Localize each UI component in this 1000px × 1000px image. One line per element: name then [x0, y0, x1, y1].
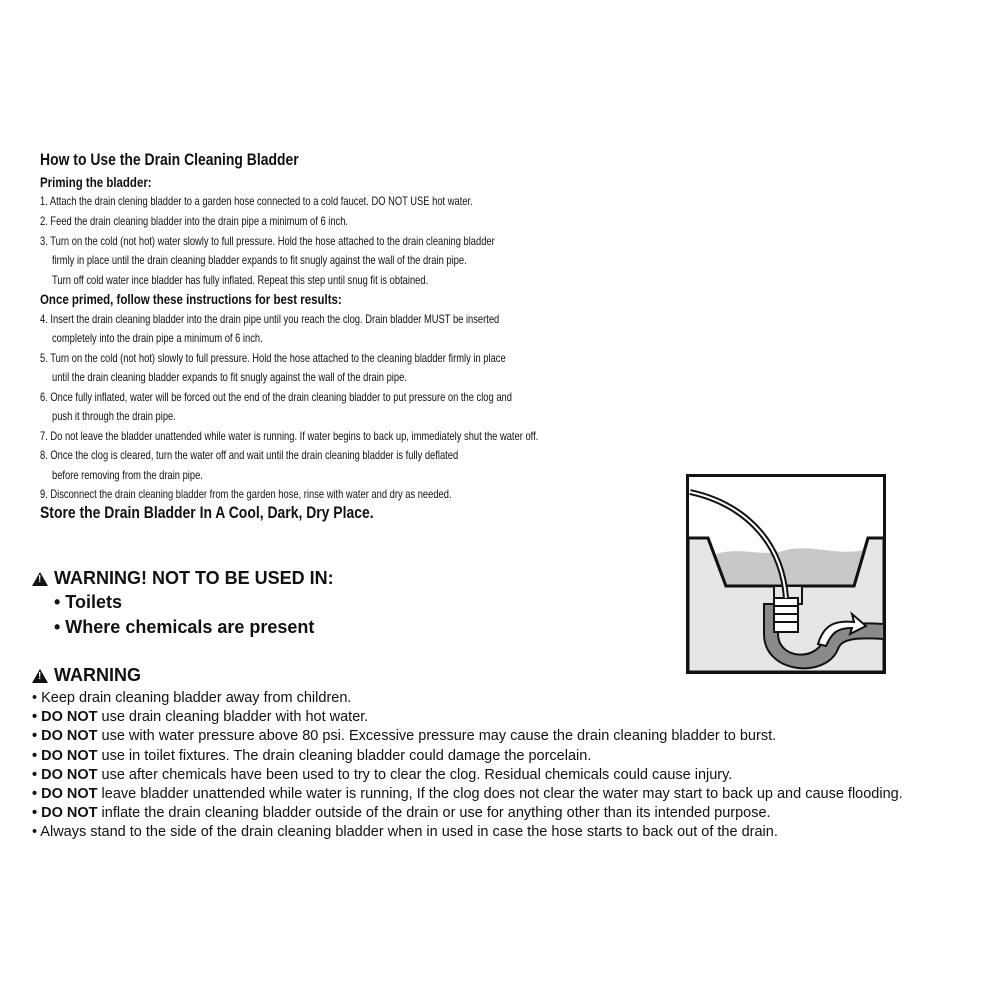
warning-not-used-heading: ! WARNING! NOT TO BE USED IN:	[32, 568, 334, 589]
step-line: 5. Turn on the cold (not hot) slowly to full pressure. Hold the hose attached to the cleaning bladder firmly in place	[40, 351, 506, 365]
step-line: 2. Feed the drain cleaning bladder into the drain pipe a minimum of 6 inch.	[40, 214, 349, 228]
warning-heading: ! WARNING	[32, 665, 141, 686]
warning-item	[32, 689, 351, 707]
step-line: 4. Insert the drain cleaning bladder into the drain pipe until you reach the clog. Drain bladder MUST be inserted	[40, 312, 500, 326]
warning-item-emphasis: • DO NOT	[32, 747, 98, 764]
store-instruction: Store the Drain Bladder In A Cool, Dark, Dry Place.	[40, 503, 374, 522]
warning-item-text: use with water pressure above 80 psi. Excessive pressure may cause the drain cleaning bladder to burst.	[97, 728, 777, 745]
warning-not-used-item: • Toilets	[54, 592, 122, 612]
step-line: Turn off cold water ince bladder has fully inflated. Repeat this step until snug fit is obtained.	[52, 273, 429, 287]
step-line: 6. Once fully inflated, water will be forced out the end of the drain cleaning bladder to put pressure on the clog and	[40, 390, 512, 404]
step-line: 3. Turn on the cold (not hot) water slowly to full pressure. Hold the hose attached to the drain cleaning bladder	[40, 234, 495, 248]
warning-item	[32, 785, 903, 803]
warning-item	[32, 823, 778, 841]
warning-item-text: use in toilet fixtures. The drain cleaning bladder could damage the porcelain.	[97, 747, 592, 764]
step-line: push it through the drain pipe.	[52, 409, 176, 423]
warning-item-text: • Always stand to the side of the drain cleaning bladder when in used in case the hose starts to back out of the drain.	[32, 824, 778, 841]
primed-heading: Once primed, follow these instructions for best results:	[40, 291, 342, 307]
step-line: until the drain cleaning bladder expands to fit snugly against the wall of the drain pipe.	[52, 370, 407, 384]
warning-item-text: inflate the drain cleaning bladder outside of the drain or use for anything other than its intended purpose.	[97, 805, 771, 822]
warning-item-emphasis: • DO NOT	[32, 805, 98, 822]
instructions-title: How to Use the Drain Cleaning Bladder	[40, 150, 299, 169]
warning-item-emphasis: • DO NOT	[32, 728, 98, 745]
drain-illustration	[686, 474, 886, 674]
warning-item-emphasis: • DO NOT	[32, 709, 98, 726]
warning-item-text: • Keep drain cleaning bladder away from children.	[32, 690, 352, 706]
warning-not-used-item: • Where chemicals are present	[54, 617, 315, 637]
drain-bladder-diagram	[686, 474, 886, 674]
warning-item-text: leave bladder unattended while water is running, If the clog does not clear the water may start to back up and cause flooding.	[97, 786, 903, 802]
step-line: 1. Attach the drain clening bladder to a garden hose connected to a cold faucet. DO NOT USE hot water.	[40, 194, 473, 208]
warning-item	[32, 747, 591, 765]
warning-item-text: use after chemicals have been used to try to clear the clog. Residual chemicals could cause injury.	[97, 766, 733, 783]
step-line: firmly in place until the drain cleaning bladder expands to fit snugly against the wall of the drain pipe.	[52, 253, 467, 267]
warning-item	[32, 727, 776, 745]
step-line: 9. Disconnect the drain cleaning bladder from the garden hose, rinse with water and dry as needed.	[40, 487, 452, 501]
warning-item-text: use drain cleaning bladder with hot water.	[97, 709, 369, 726]
step-line: completely into the drain pipe a minimum of 6 inch.	[52, 331, 263, 345]
priming-heading: Priming the bladder:	[40, 174, 152, 190]
step-line: before removing from the drain pipe.	[52, 468, 203, 482]
step-line: 7. Do not leave the bladder unattended while water is running. If water begins to back up, immediately shut the water off.	[40, 429, 539, 443]
warning-item-emphasis: • DO NOT	[32, 766, 98, 783]
warning-item	[32, 708, 368, 726]
warning-item	[32, 766, 732, 784]
warning-item	[32, 804, 771, 822]
warning-triangle-icon	[32, 572, 48, 586]
step-line: 8. Once the clog is cleared, turn the water off and wait until the drain cleaning bladder is fully deflated	[40, 448, 459, 462]
warning-triangle-icon	[32, 669, 48, 683]
warning-item-emphasis: • DO NOT	[32, 786, 98, 802]
